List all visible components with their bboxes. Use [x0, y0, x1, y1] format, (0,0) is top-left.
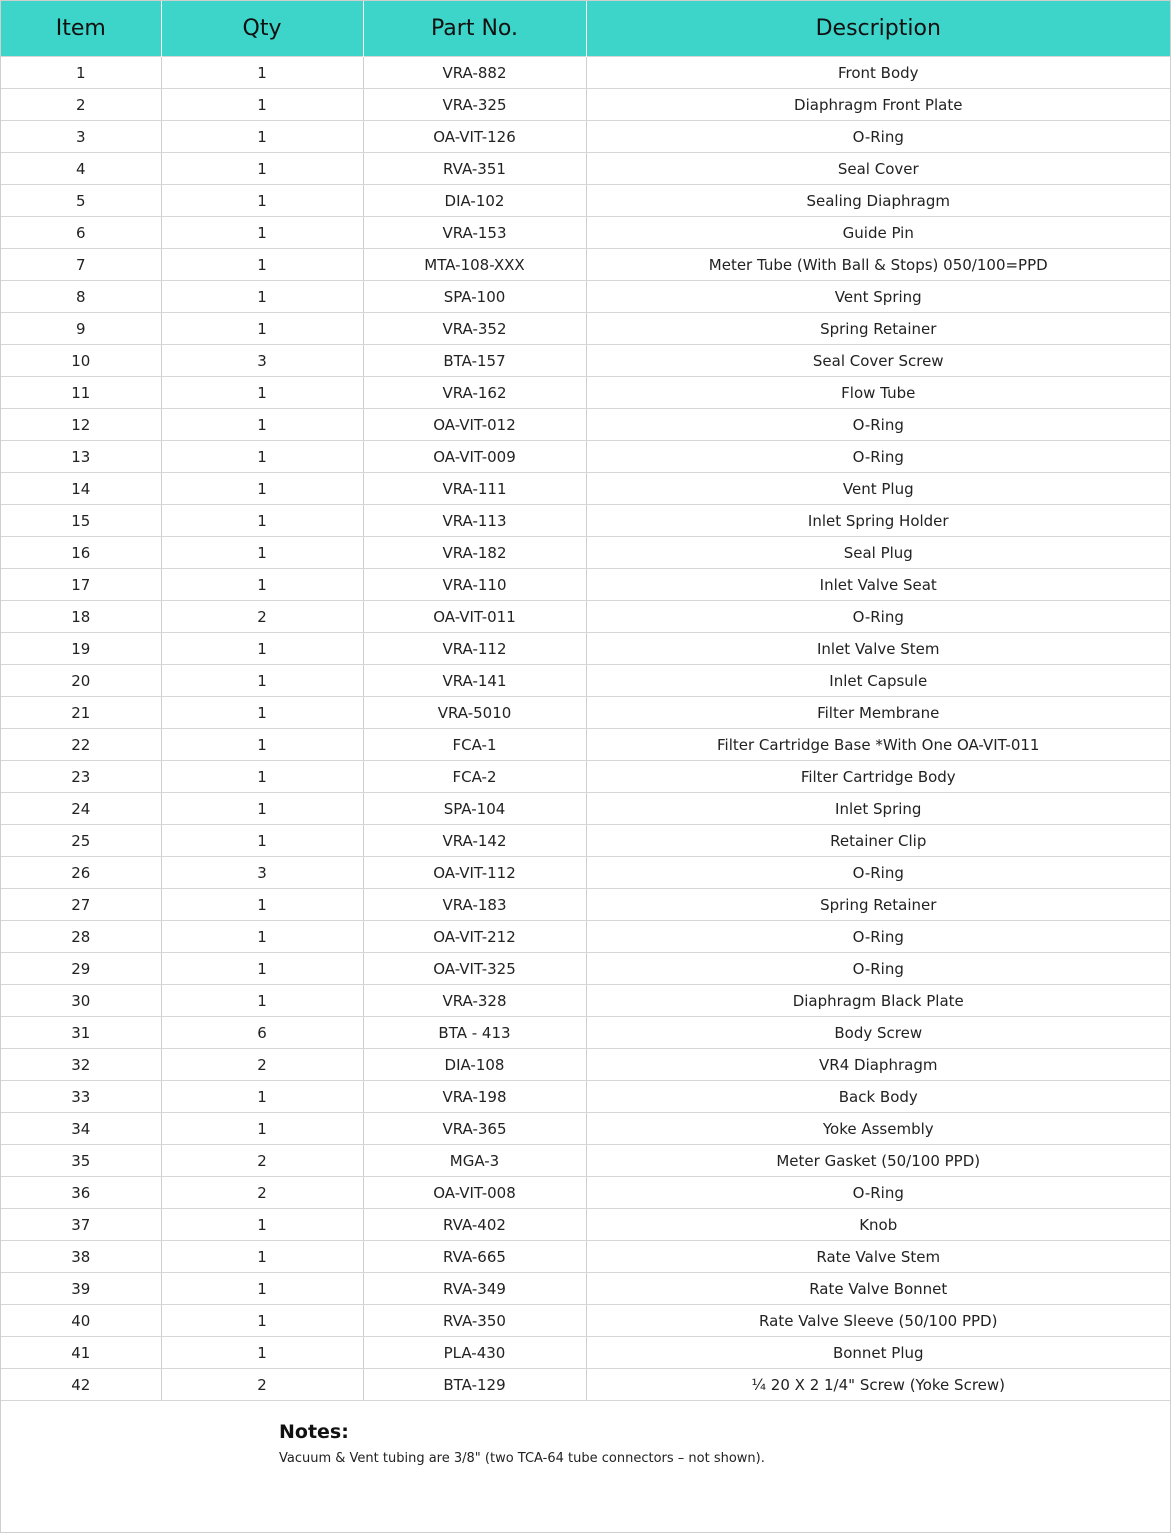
qty-cell: 1 [161, 473, 363, 505]
part-no-cell: VRA-162 [363, 377, 586, 409]
table-row [1, 985, 1170, 1017]
part-no-cell: OA-VIT-112 [363, 857, 586, 889]
table-row [1, 601, 1170, 633]
qty-cell: 1 [161, 793, 363, 825]
item-cell: 20 [1, 665, 161, 697]
part-no-cell: DIA-102 [363, 185, 586, 217]
part-no-cell: RVA-349 [363, 1273, 586, 1305]
qty-cell: 3 [161, 345, 363, 377]
item-cell: 2 [1, 89, 161, 121]
part-no-cell: RVA-351 [363, 153, 586, 185]
parts-table-body [1, 57, 1170, 1401]
part-no-cell: RVA-402 [363, 1209, 586, 1241]
part-no-cell: SPA-104 [363, 793, 586, 825]
part-no-cell: MGA-3 [363, 1145, 586, 1177]
qty-cell: 1 [161, 89, 363, 121]
item-cell: 22 [1, 729, 161, 761]
part-no-cell: VRA-153 [363, 217, 586, 249]
qty-cell: 1 [161, 825, 363, 857]
part-no-cell: VRA-352 [363, 313, 586, 345]
qty-cell: 3 [161, 857, 363, 889]
qty-cell: 1 [161, 537, 363, 569]
table-row [1, 281, 1170, 313]
description-cell: Spring Retainer [586, 889, 1170, 921]
qty-cell: 1 [161, 1241, 363, 1273]
item-cell: 40 [1, 1305, 161, 1337]
table-row [1, 1049, 1170, 1081]
description-cell: Diaphragm Front Plate [586, 89, 1170, 121]
qty-cell: 1 [161, 441, 363, 473]
part-no-cell: VRA-882 [363, 57, 586, 89]
part-no-cell: VRA-142 [363, 825, 586, 857]
item-cell: 10 [1, 345, 161, 377]
description-cell: Seal Plug [586, 537, 1170, 569]
item-cell: 42 [1, 1369, 161, 1401]
part-no-cell: VRA-183 [363, 889, 586, 921]
item-cell: 12 [1, 409, 161, 441]
qty-cell: 1 [161, 953, 363, 985]
item-cell: 14 [1, 473, 161, 505]
table-row [1, 1209, 1170, 1241]
qty-cell: 1 [161, 1081, 363, 1113]
description-cell: Rate Valve Stem [586, 1241, 1170, 1273]
parts-table [1, 1, 1170, 1401]
table-row [1, 1241, 1170, 1273]
description-cell: O-Ring [586, 121, 1170, 153]
part-no-cell: OA-VIT-011 [363, 601, 586, 633]
column-header-description: Description [586, 1, 1170, 57]
description-cell: Vent Plug [586, 473, 1170, 505]
item-cell: 23 [1, 761, 161, 793]
description-cell: Guide Pin [586, 217, 1170, 249]
table-row [1, 121, 1170, 153]
table-row [1, 921, 1170, 953]
description-cell: Flow Tube [586, 377, 1170, 409]
description-cell: Meter Gasket (50/100 PPD) [586, 1145, 1170, 1177]
description-cell: Vent Spring [586, 281, 1170, 313]
item-cell: 17 [1, 569, 161, 601]
item-cell: 15 [1, 505, 161, 537]
qty-cell: 1 [161, 505, 363, 537]
table-row [1, 1145, 1170, 1177]
notes-text: Vacuum & Vent tubing are 3/8" (two TCA-64 tube connectors – not shown). [279, 1451, 765, 1466]
qty-cell: 1 [161, 1209, 363, 1241]
description-cell: VR4 Diaphragm [586, 1049, 1170, 1081]
item-cell: 6 [1, 217, 161, 249]
description-cell: Meter Tube (With Ball & Stops) 050/100=PPD [586, 249, 1170, 281]
description-cell: Inlet Spring [586, 793, 1170, 825]
qty-cell: 6 [161, 1017, 363, 1049]
table-row [1, 1369, 1170, 1401]
qty-cell: 1 [161, 633, 363, 665]
part-no-cell: PLA-430 [363, 1337, 586, 1369]
item-cell: 7 [1, 249, 161, 281]
table-row [1, 473, 1170, 505]
description-cell: Filter Cartridge Base *With One OA-VIT-011 [586, 729, 1170, 761]
description-cell: Back Body [586, 1081, 1170, 1113]
item-cell: 5 [1, 185, 161, 217]
item-cell: 27 [1, 889, 161, 921]
column-header-part-no: Part No. [363, 1, 586, 57]
item-cell: 3 [1, 121, 161, 153]
notes-title: Notes: [279, 1421, 349, 1443]
qty-cell: 2 [161, 1369, 363, 1401]
description-cell: Seal Cover Screw [586, 345, 1170, 377]
table-row [1, 1305, 1170, 1337]
description-cell: O-Ring [586, 601, 1170, 633]
table-row [1, 345, 1170, 377]
qty-cell: 1 [161, 1273, 363, 1305]
part-no-cell: RVA-350 [363, 1305, 586, 1337]
table-row [1, 505, 1170, 537]
table-row [1, 1273, 1170, 1305]
item-cell: 13 [1, 441, 161, 473]
part-no-cell: SPA-100 [363, 281, 586, 313]
table-row [1, 1177, 1170, 1209]
table-row [1, 217, 1170, 249]
part-no-cell: OA-VIT-325 [363, 953, 586, 985]
qty-cell: 1 [161, 1113, 363, 1145]
item-cell: 39 [1, 1273, 161, 1305]
description-cell: Seal Cover [586, 153, 1170, 185]
item-cell: 24 [1, 793, 161, 825]
item-cell: 9 [1, 313, 161, 345]
table-row [1, 953, 1170, 985]
part-no-cell: OA-VIT-008 [363, 1177, 586, 1209]
table-row [1, 249, 1170, 281]
qty-cell: 1 [161, 57, 363, 89]
table-row [1, 185, 1170, 217]
item-cell: 30 [1, 985, 161, 1017]
qty-cell: 2 [161, 1177, 363, 1209]
description-cell: Inlet Valve Seat [586, 569, 1170, 601]
description-cell: Filter Cartridge Body [586, 761, 1170, 793]
qty-cell: 1 [161, 281, 363, 313]
description-cell: Diaphragm Black Plate [586, 985, 1170, 1017]
description-cell: Retainer Clip [586, 825, 1170, 857]
description-cell: O-Ring [586, 921, 1170, 953]
part-no-cell: VRA-112 [363, 633, 586, 665]
part-no-cell: MTA-108-XXX [363, 249, 586, 281]
item-cell: 29 [1, 953, 161, 985]
description-cell: O-Ring [586, 441, 1170, 473]
qty-cell: 1 [161, 153, 363, 185]
part-no-cell: VRA-5010 [363, 697, 586, 729]
qty-cell: 1 [161, 985, 363, 1017]
table-row [1, 57, 1170, 89]
table-row [1, 857, 1170, 889]
part-no-cell: VRA-113 [363, 505, 586, 537]
table-row [1, 793, 1170, 825]
table-row [1, 1017, 1170, 1049]
item-cell: 41 [1, 1337, 161, 1369]
table-row [1, 825, 1170, 857]
item-cell: 18 [1, 601, 161, 633]
item-cell: 38 [1, 1241, 161, 1273]
description-cell: Inlet Spring Holder [586, 505, 1170, 537]
qty-cell: 1 [161, 377, 363, 409]
description-cell: ¼ 20 X 2 1/4" Screw (Yoke Screw) [586, 1369, 1170, 1401]
part-no-cell: VRA-182 [363, 537, 586, 569]
part-no-cell: OA-VIT-009 [363, 441, 586, 473]
part-no-cell: OA-VIT-012 [363, 409, 586, 441]
part-no-cell: OA-VIT-126 [363, 121, 586, 153]
description-cell: Spring Retainer [586, 313, 1170, 345]
table-row [1, 665, 1170, 697]
qty-cell: 1 [161, 889, 363, 921]
qty-cell: 1 [161, 697, 363, 729]
table-row [1, 569, 1170, 601]
qty-cell: 1 [161, 921, 363, 953]
part-no-cell: BTA-129 [363, 1369, 586, 1401]
item-cell: 26 [1, 857, 161, 889]
table-row [1, 89, 1170, 121]
qty-cell: 1 [161, 121, 363, 153]
item-cell: 32 [1, 1049, 161, 1081]
table-row [1, 761, 1170, 793]
qty-cell: 2 [161, 1145, 363, 1177]
item-cell: 19 [1, 633, 161, 665]
item-cell: 33 [1, 1081, 161, 1113]
description-cell: O-Ring [586, 857, 1170, 889]
item-cell: 35 [1, 1145, 161, 1177]
part-no-cell: VRA-365 [363, 1113, 586, 1145]
item-cell: 4 [1, 153, 161, 185]
item-cell: 36 [1, 1177, 161, 1209]
part-no-cell: FCA-1 [363, 729, 586, 761]
qty-cell: 1 [161, 1305, 363, 1337]
table-row [1, 697, 1170, 729]
part-no-cell: BTA-157 [363, 345, 586, 377]
table-row [1, 633, 1170, 665]
item-cell: 21 [1, 697, 161, 729]
item-cell: 34 [1, 1113, 161, 1145]
table-row [1, 313, 1170, 345]
item-cell: 11 [1, 377, 161, 409]
description-cell: Inlet Valve Stem [586, 633, 1170, 665]
item-cell: 28 [1, 921, 161, 953]
part-no-cell: VRA-141 [363, 665, 586, 697]
table-row [1, 409, 1170, 441]
table-row [1, 1081, 1170, 1113]
table-row [1, 153, 1170, 185]
item-cell: 16 [1, 537, 161, 569]
qty-cell: 1 [161, 665, 363, 697]
table-row [1, 1113, 1170, 1145]
part-no-cell: DIA-108 [363, 1049, 586, 1081]
description-cell: Rate Valve Bonnet [586, 1273, 1170, 1305]
item-cell: 25 [1, 825, 161, 857]
qty-cell: 1 [161, 217, 363, 249]
qty-cell: 1 [161, 1337, 363, 1369]
qty-cell: 1 [161, 569, 363, 601]
table-row [1, 889, 1170, 921]
qty-cell: 2 [161, 1049, 363, 1081]
item-cell: 8 [1, 281, 161, 313]
item-cell: 1 [1, 57, 161, 89]
column-header-qty: Qty [161, 1, 363, 57]
part-no-cell: BTA - 413 [363, 1017, 586, 1049]
table-row [1, 377, 1170, 409]
part-no-cell: VRA-111 [363, 473, 586, 505]
table-row [1, 441, 1170, 473]
qty-cell: 1 [161, 729, 363, 761]
item-cell: 31 [1, 1017, 161, 1049]
description-cell: Rate Valve Sleeve (50/100 PPD) [586, 1305, 1170, 1337]
description-cell: Bonnet Plug [586, 1337, 1170, 1369]
table-row [1, 729, 1170, 761]
table-header-row [1, 1, 1170, 57]
qty-cell: 2 [161, 601, 363, 633]
qty-cell: 1 [161, 409, 363, 441]
part-no-cell: VRA-110 [363, 569, 586, 601]
item-cell: 37 [1, 1209, 161, 1241]
qty-cell: 1 [161, 249, 363, 281]
description-cell: Yoke Assembly [586, 1113, 1170, 1145]
part-no-cell: OA-VIT-212 [363, 921, 586, 953]
part-no-cell: VRA-198 [363, 1081, 586, 1113]
description-cell: Inlet Capsule [586, 665, 1170, 697]
description-cell: Knob [586, 1209, 1170, 1241]
description-cell: Body Screw [586, 1017, 1170, 1049]
part-no-cell: FCA-2 [363, 761, 586, 793]
description-cell: Front Body [586, 57, 1170, 89]
description-cell: Filter Membrane [586, 697, 1170, 729]
part-no-cell: VRA-325 [363, 89, 586, 121]
description-cell: O-Ring [586, 409, 1170, 441]
description-cell: Sealing Diaphragm [586, 185, 1170, 217]
qty-cell: 1 [161, 761, 363, 793]
qty-cell: 1 [161, 313, 363, 345]
table-row [1, 1337, 1170, 1369]
table-row [1, 537, 1170, 569]
description-cell: O-Ring [586, 953, 1170, 985]
part-no-cell: RVA-665 [363, 1241, 586, 1273]
column-header-item: Item [1, 1, 161, 57]
qty-cell: 1 [161, 185, 363, 217]
part-no-cell: VRA-328 [363, 985, 586, 1017]
notes-section [279, 1421, 765, 1466]
description-cell: O-Ring [586, 1177, 1170, 1209]
